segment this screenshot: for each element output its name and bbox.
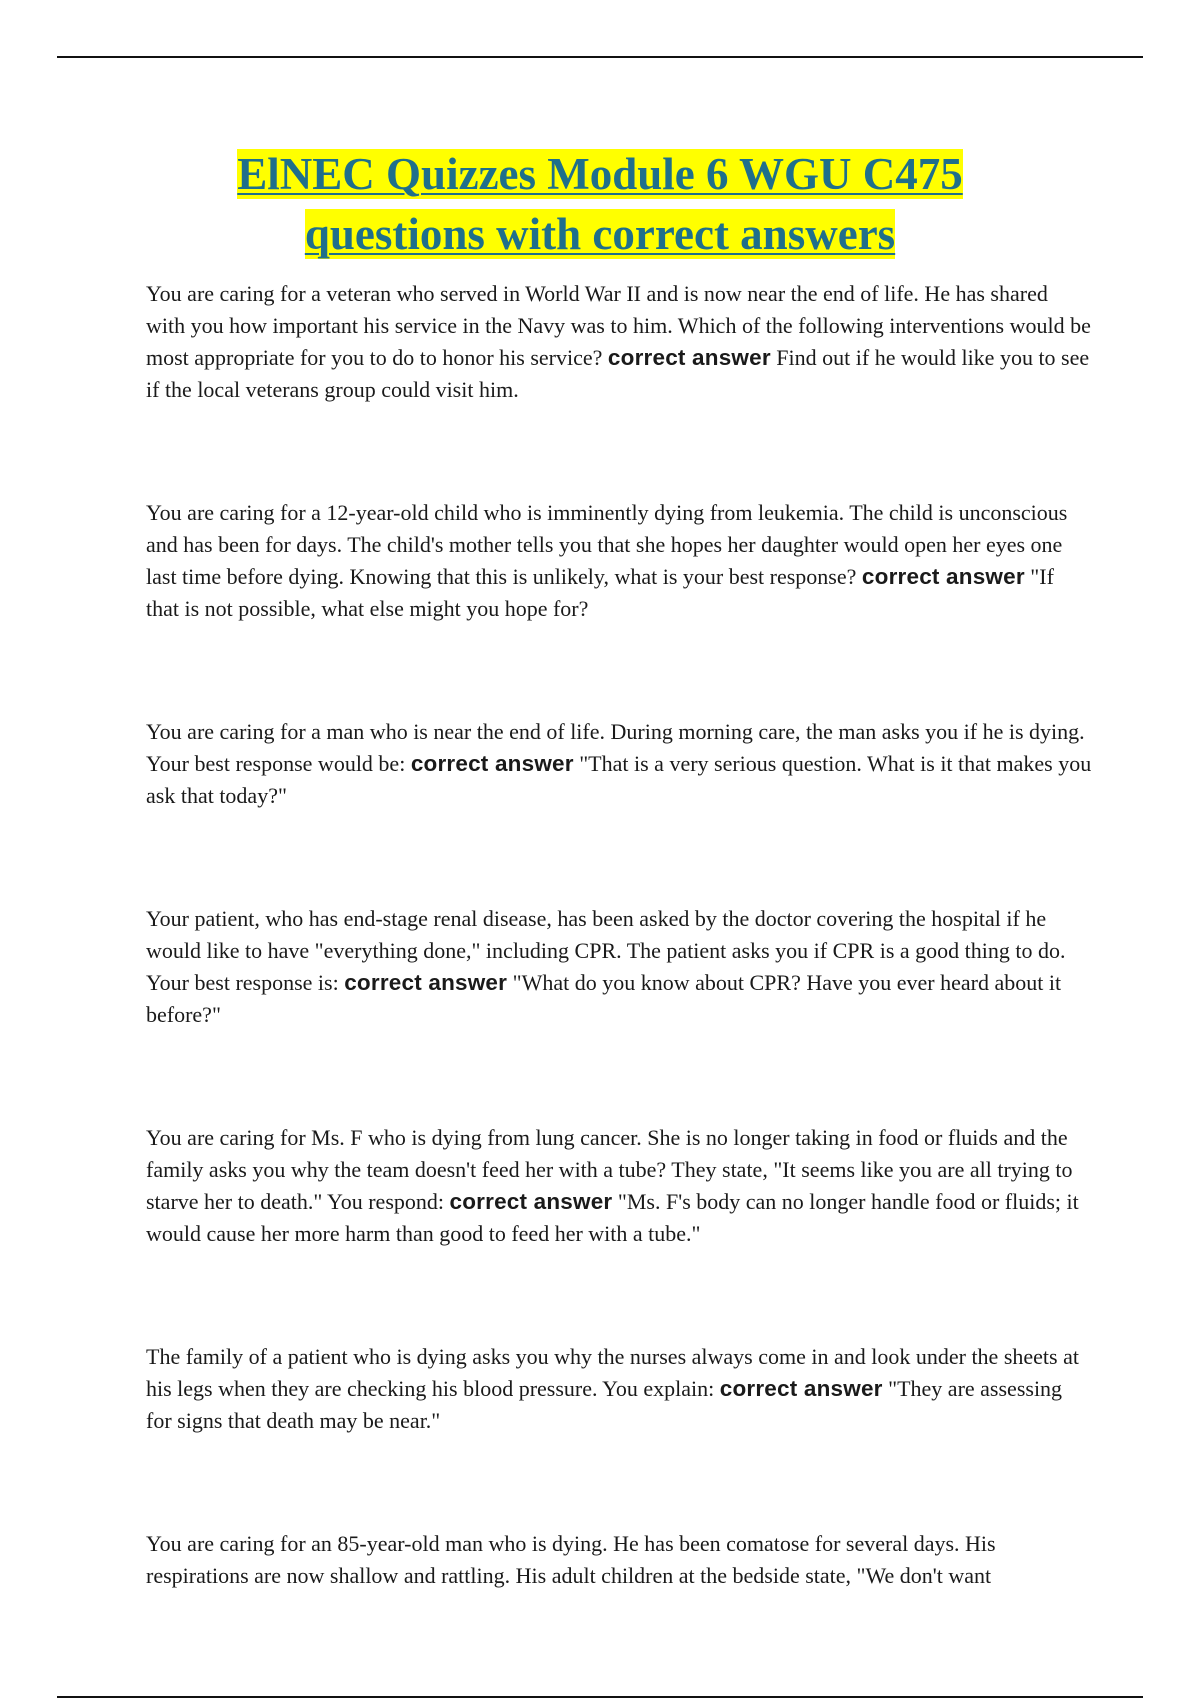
question-text: You are caring for an 85-year-old man who is dying. He has been comatose for several days. His respirations are now shallow and rattling. His adult children at the bedside state, "We don't want — [146, 1531, 996, 1588]
answer-text: "They are assessing for signs that death may be near." — [146, 1376, 1063, 1433]
correct-answer-marker: correct answer — [410, 751, 574, 776]
correct-answer-marker: correct answer — [607, 345, 771, 370]
question-text: You are caring for a 12-year-old child who is imminently dying from leukemia. The child is unconscious and has been for days. The child's mother tells you that she hopes her daughter would open her eyes one last time before dying. Knowing that this is unlikely, what is your best response? — [146, 500, 1068, 589]
document-title — [100, 144, 1100, 264]
answer-text: "That is a very serious question. What is it that makes you ask that today?" — [146, 751, 1092, 808]
title-line-2: questions with correct answers — [304, 209, 896, 259]
answer-text: "Ms. F's body can no longer handle food or fluids; it would cause her more harm than good to feed her with a tube." — [146, 1189, 1079, 1246]
question-text: You are caring for a veteran who served in World War II and is now near the end of life. He has shared with you how important his service in the Navy was to him. Which of the following interventions would be most appropriate for you to do to honor his service? — [146, 281, 1091, 370]
qa-item-5 — [146, 1122, 1092, 1250]
question-text: You are caring for a man who is near the end of life. During morning care, the man asks you if he is dying. Your best response would be: — [146, 719, 1085, 776]
qa-item-1 — [146, 278, 1092, 406]
correct-answer-marker: correct answer — [861, 564, 1025, 589]
top-rule — [57, 56, 1143, 58]
question-text: The family of a patient who is dying asks you why the nurses always come in and look under the sheets at his legs when they are checking his blood pressure. You explain: — [146, 1344, 1079, 1401]
qa-item-6 — [146, 1341, 1092, 1437]
question-list — [146, 278, 1092, 1683]
answer-text: "If that is not possible, what else might you hope for? — [146, 564, 1054, 621]
correct-answer-marker: correct answer — [344, 970, 508, 995]
qa-item-4 — [146, 903, 1092, 1031]
question-text: Your patient, who has end-stage renal disease, has been asked by the doctor covering the hospital if he would like to have "everything done," including CPR. The patient asks you if CPR is a good thing to do. Your best response is: — [146, 906, 1066, 995]
correct-answer-marker: correct answer — [719, 1376, 883, 1401]
question-text: You are caring for Ms. F who is dying from lung cancer. She is no longer taking in food or fluids and the family asks you why the team doesn't feed her with a tube? They state, "It seems like you are all trying to starve her to death." You respond: — [146, 1125, 1073, 1214]
correct-answer-marker: correct answer — [449, 1189, 613, 1214]
bottom-rule — [57, 1696, 1143, 1698]
qa-item-7 — [146, 1528, 1092, 1592]
answer-text: Find out if he would like you to see if the local veterans group could visit him. — [146, 345, 1090, 402]
qa-item-2 — [146, 497, 1092, 625]
qa-item-3 — [146, 716, 1092, 812]
answer-text: "What do you know about CPR? Have you ever heard about it before?" — [146, 970, 1062, 1027]
title-line-1: ElNEC Quizzes Module 6 WGU C475 — [237, 149, 963, 199]
